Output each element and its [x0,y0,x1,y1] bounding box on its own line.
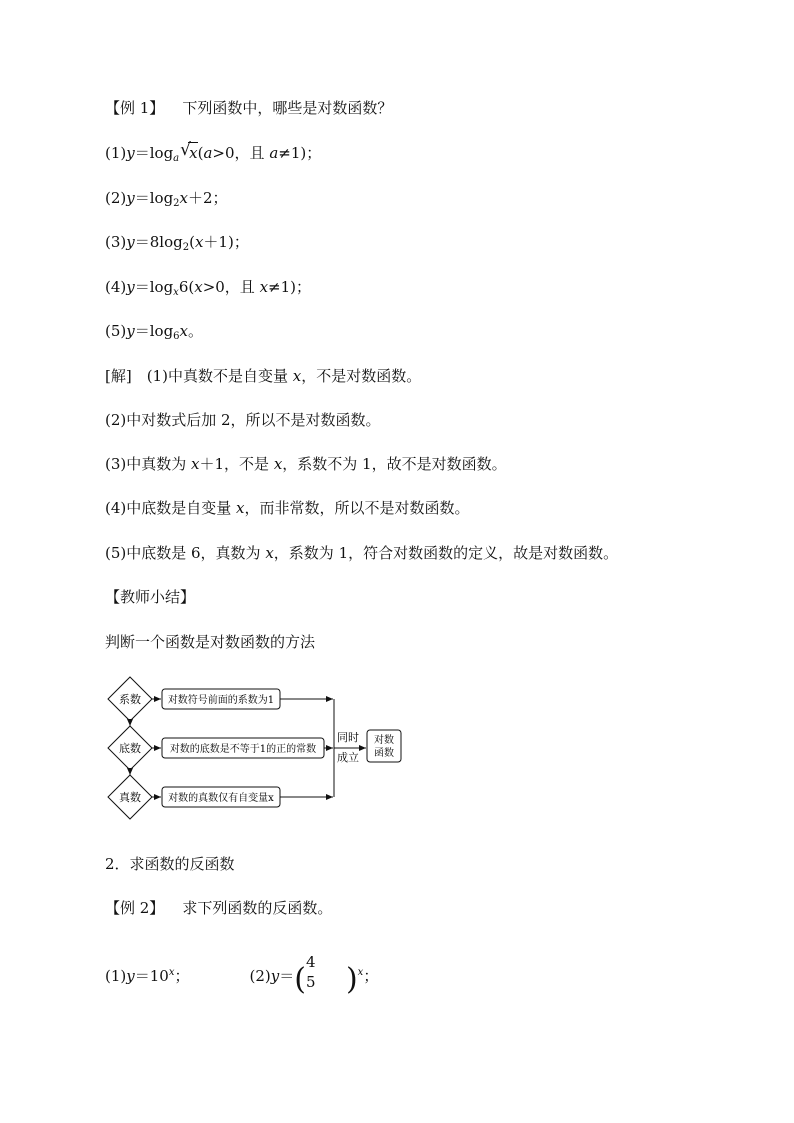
condition-box-1-text: 对数符号前面的系数为1 [167,695,275,706]
solution-line-1: [解] (1)中真数不是自变量 x，不是对数函数。 [105,367,422,385]
condition-box-3-text: 对数的真数仅有自变量x [168,793,274,804]
sqrt-symbol: √ x [180,140,198,162]
solution-line-5: (5)中底数是 6，真数为 x，系数为 1，符合对数函数的定义，故是对数函数。 [105,544,619,562]
section2-heading: 2．求函数的反函数 [105,855,235,873]
result-box-top: 对数 [374,735,394,746]
condition-box-2-text: 对数的底数是不等于1的正的常数 [169,744,317,755]
example2-label: 【例 2】 [105,899,165,917]
example2-problems: $(1)y=10^x$； (2)y＝( 4 5 )$^x$； [105,953,379,997]
example1-item-1: $(1)y=\log_a$ √ x(a>0，且 a≠1)； [105,140,322,164]
result-box-bottom: 函数 [374,748,394,759]
fraction-4-5: 4 5 [305,953,316,991]
solution-line-3: (3)中真数为 x＋1，不是 x，系数不为 1，故不是对数函数。 [105,455,507,473]
solution-line-2: (2)中对数式后加 2，所以不是对数函数。 [105,411,381,429]
example1-label: 【例 1】 [105,99,165,117]
example1-item-5: $(5)y=\log_6x$。 [105,322,204,342]
example1-item-4: $(4)y=\log_x6(x>0$，且 x≠1)； [105,278,312,298]
solution-line-4: (4)中底数是自变量 x，而非常数，所以不是对数函数。 [105,499,470,517]
diamond-coefficient-label: 系数 [119,693,141,706]
example2-question: 求下列函数的反函数。 [182,899,333,917]
example1-question-line [105,98,392,118]
diamond-argument-label: 真数 [119,791,141,804]
summary-intro: 判断一个函数是对数函数的方法 [105,633,316,651]
summary-title: 【教师小结】 [105,588,196,606]
diamond-base-label: 底数 [119,742,141,755]
example2-question-line [105,898,332,918]
join-label-bottom: 成立 [337,751,359,764]
example1-item-2: $(2)y=\log_2x+2$； [105,189,228,209]
example1-item-3: $(3)y=8\log_2(x+1)$； [105,233,249,253]
method-flowchart [100,673,410,823]
left-paren: ( [294,962,306,997]
example1-question: 下列函数中，哪些是对数函数？ [182,99,393,117]
right-paren: ) [345,962,358,997]
join-label-top: 同时 [337,731,359,744]
